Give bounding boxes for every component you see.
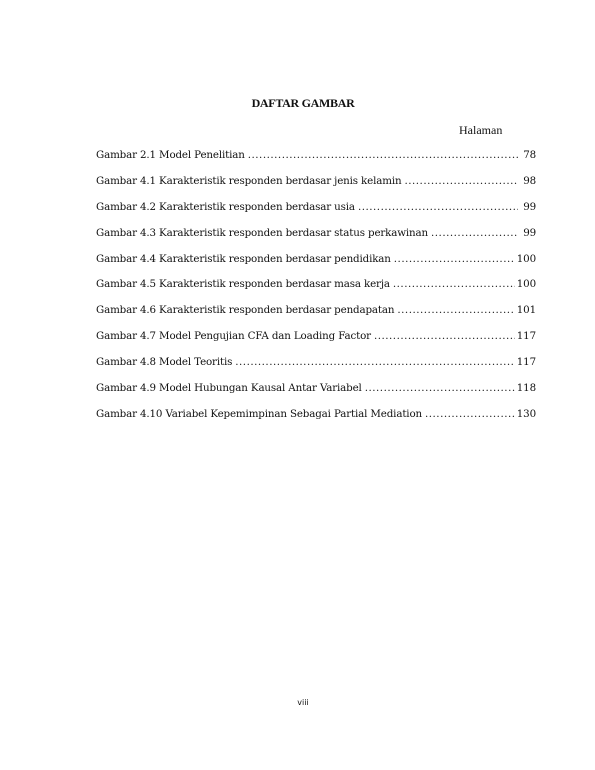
- footer-page-number: viii: [297, 698, 309, 707]
- dot-leader: [425, 408, 515, 420]
- entry-label: Gambar 4.1 Karakteristik responden berdasar jenis kelamin: [96, 174, 402, 187]
- figure-list: [96, 149, 536, 434]
- entry-page-number: 99: [523, 226, 536, 239]
- dot-leader: [394, 253, 515, 265]
- entry-page-number: 117: [516, 356, 536, 369]
- entry-label: Gambar 4.10 Variabel Kepemimpinan Sebagai Partial Mediation: [96, 407, 422, 420]
- list-item: [96, 227, 536, 253]
- entry-label: Gambar 4.5 Karakteristik responden berdasar masa kerja: [96, 278, 390, 291]
- list-item: [96, 175, 536, 201]
- entry-label: Gambar 4.7 Model Pengujian CFA dan Loading Factor: [96, 330, 371, 343]
- list-item: [96, 330, 536, 356]
- entry-label: Gambar 4.8 Model Teoritis: [96, 356, 233, 369]
- entry-page-number: 118: [516, 382, 536, 395]
- dot-leader: [358, 201, 518, 213]
- entry-page-number: 100: [516, 252, 536, 265]
- dot-leader: [235, 356, 515, 368]
- list-item: [96, 253, 536, 279]
- entry-page-number: 98: [523, 174, 536, 187]
- entry-label: Gambar 4.2 Karakteristik responden berdasar usia: [96, 200, 355, 213]
- entry-page-number: 101: [516, 304, 536, 317]
- page-column-header: Halaman: [459, 123, 503, 137]
- entry-page-number: 78: [523, 149, 536, 161]
- dot-leader: [393, 278, 515, 290]
- list-item: [96, 149, 536, 175]
- dot-leader: [431, 227, 518, 239]
- list-item: [96, 382, 536, 408]
- dot-leader: [374, 330, 515, 342]
- list-item: [96, 408, 536, 434]
- dot-leader: [248, 149, 518, 161]
- dot-leader: [404, 175, 518, 187]
- entry-page-number: 99: [523, 200, 536, 213]
- list-item: [96, 356, 536, 382]
- entry-page-number: 130: [516, 407, 536, 420]
- entry-label: Gambar 2.1 Model Penelitian: [96, 149, 245, 161]
- list-item: [96, 278, 536, 304]
- entry-page-number: 117: [516, 330, 536, 343]
- dot-leader: [397, 304, 514, 316]
- list-item: [96, 201, 536, 227]
- entry-label: Gambar 4.6 Karakteristik responden berdasar pendapatan: [96, 304, 395, 317]
- entry-page-number: 100: [516, 278, 536, 291]
- list-item: [96, 304, 536, 330]
- entry-label: Gambar 4.4 Karakteristik responden berdasar pendidikan: [96, 252, 391, 265]
- dot-leader: [365, 382, 515, 394]
- page-title: DAFTAR GAMBAR: [251, 96, 355, 110]
- entry-label: Gambar 4.3 Karakteristik responden berdasar status perkawinan: [96, 226, 429, 239]
- entry-label: Gambar 4.9 Model Hubungan Kausal Antar Variabel: [96, 382, 362, 395]
